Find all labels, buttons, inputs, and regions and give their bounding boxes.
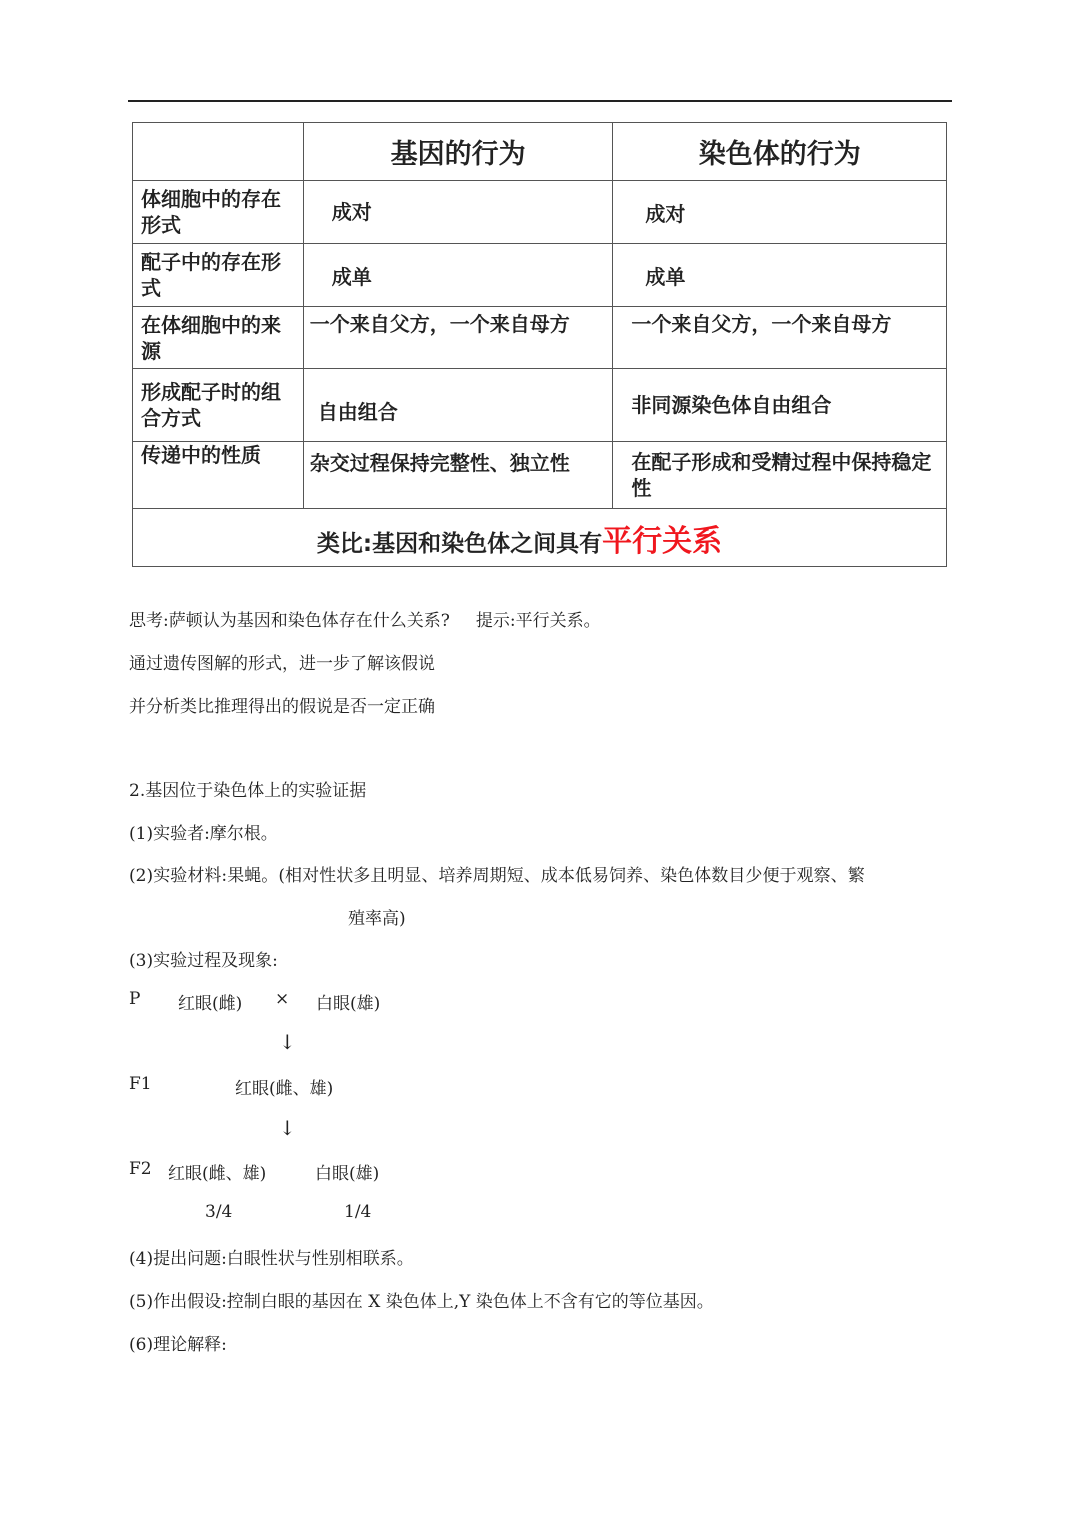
- analogy-summary: [133, 509, 947, 567]
- p-male: 白眼(雄): [316, 994, 381, 1014]
- think-question: [129, 606, 601, 631]
- table-row: [133, 181, 947, 244]
- comparison-table: [132, 122, 947, 567]
- parallel-relation-highlight: 平行关系: [602, 523, 723, 559]
- down-arrow-icon: ↓: [279, 1030, 296, 1054]
- f2-label: F2: [129, 1159, 152, 1179]
- cross-sign: ×: [275, 989, 290, 1009]
- paragraph-line: 通过遗传图解的形式，进一步了解该假说: [129, 654, 435, 674]
- hint-text: 提示:平行关系。: [475, 611, 601, 631]
- p-label: P: [129, 989, 141, 1009]
- ratio-red: 3/4: [205, 1202, 233, 1222]
- material-line: (2)实验材料:果蝇。(相对性状多且明显、培养周期短、成本低易饲养、染色体数目少便于观察、繁: [129, 866, 865, 886]
- explanation-line: (6)理论解释:: [129, 1335, 227, 1355]
- ratio-white: 1/4: [344, 1202, 372, 1222]
- f1-label: F1: [129, 1074, 152, 1094]
- top-rule: [128, 100, 952, 102]
- gene-cell: 一个来自父方，一个来自母方: [303, 307, 613, 369]
- row-label: 配子中的存在形式: [133, 244, 304, 307]
- header-empty-cell: [133, 123, 304, 181]
- row-label: 在体细胞中的来源: [133, 307, 304, 369]
- table-row: [133, 244, 947, 307]
- summary-row: [133, 509, 947, 567]
- gene-cell: 杂交过程保持完整性、独立性: [303, 442, 613, 509]
- gene-cell: 成单: [303, 244, 613, 307]
- row-label: 体细胞中的存在形式: [133, 181, 304, 244]
- think-text: 思考:萨顿认为基因和染色体存在什么关系?: [129, 611, 450, 631]
- paragraph-line: 并分析类比推理得出的假说是否一定正确: [129, 697, 435, 717]
- f1-offspring: 红眼(雌、雄): [235, 1079, 334, 1099]
- header-chromosome-behavior: 染色体的行为: [613, 123, 947, 181]
- table-row: [133, 307, 947, 369]
- table-row: [133, 369, 947, 442]
- chromosome-cell: 成单: [613, 244, 947, 307]
- summary-text: 类比:基因和染色体之间具有: [316, 530, 603, 557]
- p-female: 红眼(雌): [178, 994, 243, 1014]
- section-heading: 2.基因位于染色体上的实验证据: [129, 781, 367, 801]
- experimenter-line: (1)实验者:摩尔根。: [129, 824, 278, 844]
- material-line-cont: 殖率高): [348, 909, 406, 929]
- gene-cell: 成对: [303, 181, 613, 244]
- table-header-row: [133, 123, 947, 181]
- chromosome-cell: 非同源染色体自由组合: [613, 369, 947, 442]
- chromosome-cell: 一个来自父方，一个来自母方: [613, 307, 947, 369]
- table-row: [133, 442, 947, 509]
- row-label: 传递中的性质: [133, 442, 304, 509]
- header-gene-behavior: 基因的行为: [303, 123, 613, 181]
- process-line: (3)实验过程及现象:: [129, 951, 278, 971]
- chromosome-cell: 在配子形成和受精过程中保持稳定性: [613, 442, 947, 509]
- f2-red: 红眼(雌、雄): [168, 1164, 267, 1184]
- gene-cell: 自由组合: [303, 369, 613, 442]
- hypothesis-line: (5)作出假设:控制白眼的基因在 X 染色体上,Y 染色体上不含有它的等位基因。: [129, 1292, 714, 1312]
- question-line: (4)提出问题:白眼性状与性别相联系。: [129, 1249, 414, 1269]
- row-label: 形成配子时的组合方式: [133, 369, 304, 442]
- down-arrow-icon: ↓: [279, 1116, 296, 1140]
- f2-white: 白眼(雄): [315, 1164, 380, 1184]
- chromosome-cell: 成对: [613, 181, 947, 244]
